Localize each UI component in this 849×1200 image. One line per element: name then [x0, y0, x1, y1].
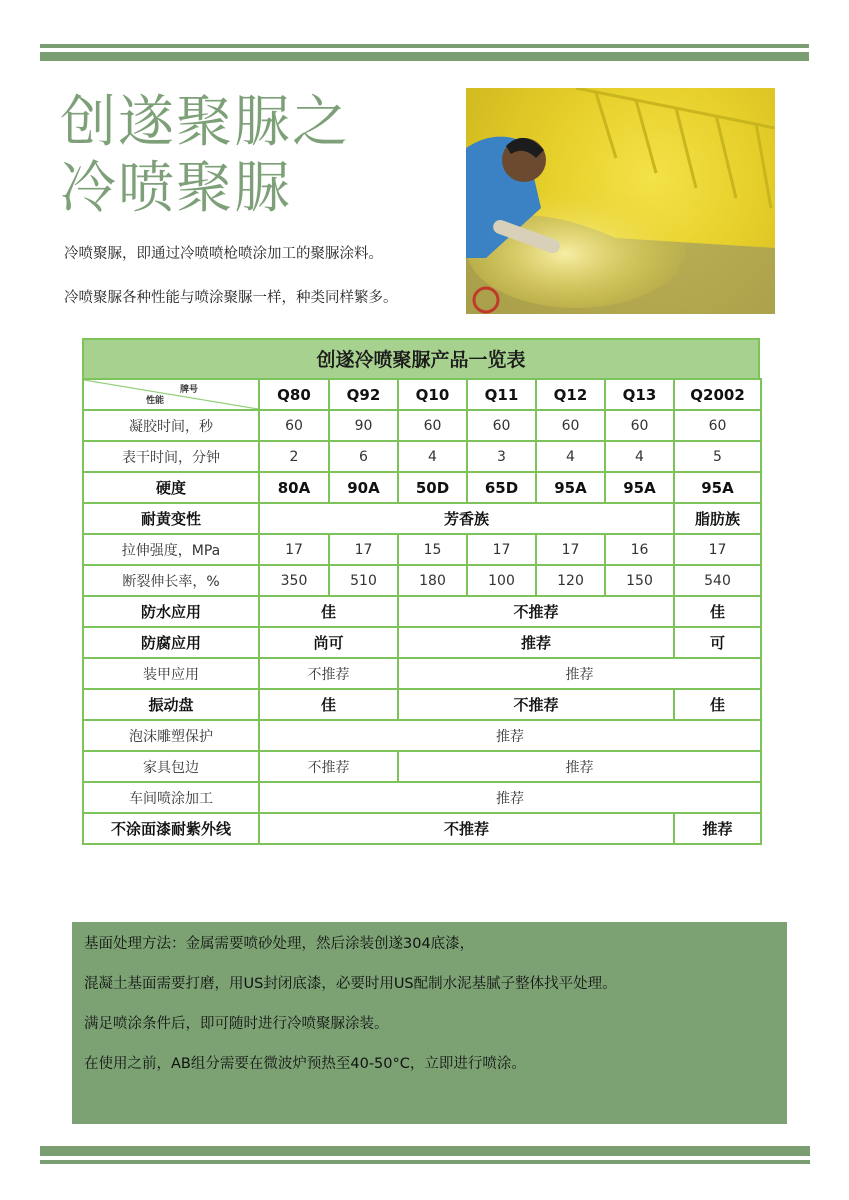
table-cell: 60	[605, 410, 674, 441]
table-cell: 50D	[398, 472, 467, 503]
table-row	[83, 658, 761, 689]
table-cell: 60	[674, 410, 761, 441]
table-cell: 95A	[674, 472, 761, 503]
table-cell: 120	[536, 565, 605, 596]
table-cell: 尚可	[259, 627, 398, 658]
table-cell: 180	[398, 565, 467, 596]
table-cell: 可	[674, 627, 761, 658]
row-label: 防水应用	[83, 596, 259, 627]
table-cell: 60	[259, 410, 329, 441]
code-header: Q2002	[674, 379, 761, 410]
row-label: 防腐应用	[83, 627, 259, 658]
table-cell: 65D	[467, 472, 536, 503]
code-header: Q92	[329, 379, 398, 410]
table-cell: 推荐	[259, 782, 761, 813]
intro-text-2: 冷喷聚脲各种性能与喷涂聚脲一样，种类同样繁多。	[64, 290, 398, 306]
table-cell: 推荐	[398, 658, 761, 689]
bottom-divider-thick	[40, 1146, 810, 1156]
table-row	[83, 782, 761, 813]
code-header: Q12	[536, 379, 605, 410]
table-cell: 6	[329, 441, 398, 472]
table-cell: 80A	[259, 472, 329, 503]
table-cell: 3	[467, 441, 536, 472]
table-cell: 不推荐	[398, 596, 674, 627]
table-cell: 不推荐	[259, 813, 674, 844]
note-line: 满足喷涂条件后，即可随时进行冷喷聚脲涂装。	[84, 1016, 389, 1032]
table-title: 创遂冷喷聚脲产品一览表	[82, 338, 760, 378]
row-label: 耐黄变性	[83, 503, 259, 534]
table-cell: 4	[398, 441, 467, 472]
table-cell: 推荐	[398, 627, 674, 658]
table-cell: 90	[329, 410, 398, 441]
corner-label-property: 性能	[146, 396, 165, 406]
note-line: 基面处理方法：金属需要喷砂处理，然后涂装创遂304底漆，	[84, 936, 475, 952]
table-row	[83, 751, 761, 782]
table-cell: 不推荐	[398, 689, 674, 720]
surface-prep-notes	[72, 922, 787, 1124]
table-cell: 90A	[329, 472, 398, 503]
table-cell: 不推荐	[259, 751, 398, 782]
table-cell: 60	[536, 410, 605, 441]
intro-text-1: 冷喷聚脲，即通过冷喷喷枪喷涂加工的聚脲涂料。	[64, 246, 383, 262]
row-label: 拉伸强度，MPa	[83, 534, 259, 565]
table-cell: 17	[329, 534, 398, 565]
row-label: 不涂面漆耐紫外线	[83, 813, 259, 844]
table-row	[83, 596, 761, 627]
row-label: 断裂伸长率，%	[83, 565, 259, 596]
table-cell: 5	[674, 441, 761, 472]
table-cell: 佳	[259, 689, 398, 720]
table-cell: 不推荐	[259, 658, 398, 689]
table-cell: 15	[398, 534, 467, 565]
code-header: Q11	[467, 379, 536, 410]
code-header: Q80	[259, 379, 329, 410]
table-cell: 60	[398, 410, 467, 441]
table-cell: 4	[605, 441, 674, 472]
table-cell: 100	[467, 565, 536, 596]
code-header: Q10	[398, 379, 467, 410]
table-row	[83, 410, 761, 441]
row-label: 车间喷涂加工	[83, 782, 259, 813]
table-row	[83, 565, 761, 596]
table-row	[83, 503, 761, 534]
table-cell: 芳香族	[259, 503, 674, 534]
table-cell: 推荐	[259, 720, 761, 751]
note-line: 在使用之前，AB组分需要在微波炉预热至40-50°C，立即进行喷涂。	[84, 1056, 526, 1072]
table-row	[83, 534, 761, 565]
table-row	[83, 441, 761, 472]
row-label: 振动盘	[83, 689, 259, 720]
row-label: 凝胶时间，秒	[83, 410, 259, 441]
table-cell: 350	[259, 565, 329, 596]
top-divider-thin	[40, 44, 809, 48]
row-label: 表干时间，分钟	[83, 441, 259, 472]
table-cell: 4	[536, 441, 605, 472]
page-title	[60, 90, 350, 222]
table-cell: 95A	[536, 472, 605, 503]
page-title-line-2: 冷喷聚脲	[60, 156, 292, 221]
table-row	[83, 627, 761, 658]
corner-label-code: 牌号	[179, 385, 198, 395]
code-header: Q13	[605, 379, 674, 410]
table-row	[83, 813, 761, 844]
table-cell: 17	[536, 534, 605, 565]
table-row	[83, 720, 761, 751]
table-cell: 17	[259, 534, 329, 565]
table-cell: 推荐	[674, 813, 761, 844]
table-row	[83, 472, 761, 503]
table-cell: 推荐	[398, 751, 761, 782]
table-cell: 脂肪族	[674, 503, 761, 534]
product-table	[82, 338, 760, 845]
table-cell: 540	[674, 565, 761, 596]
table-row	[83, 689, 761, 720]
table-cell: 佳	[674, 689, 761, 720]
table-header-row	[83, 379, 761, 410]
bottom-divider-thin	[40, 1160, 810, 1164]
table-cell: 95A	[605, 472, 674, 503]
page-title-line-1: 创遂聚脲之	[60, 90, 350, 155]
table-cell: 16	[605, 534, 674, 565]
spray-worker-photo	[466, 88, 775, 314]
table-cell: 510	[329, 565, 398, 596]
row-label: 硬度	[83, 472, 259, 503]
top-divider-thick	[40, 52, 809, 61]
table-cell: 佳	[674, 596, 761, 627]
row-label: 装甲应用	[83, 658, 259, 689]
table-cell: 150	[605, 565, 674, 596]
table-cell: 2	[259, 441, 329, 472]
table-cell: 佳	[259, 596, 398, 627]
note-line: 混凝土基面需要打磨，用US封闭底漆，必要时用US配制水泥基腻子整体找平处理。	[84, 976, 617, 992]
table-cell: 17	[674, 534, 761, 565]
corner-header-cell	[83, 379, 259, 410]
table-cell: 60	[467, 410, 536, 441]
row-label: 泡沫雕塑保护	[83, 720, 259, 751]
table-cell: 17	[467, 534, 536, 565]
row-label: 家具包边	[83, 751, 259, 782]
